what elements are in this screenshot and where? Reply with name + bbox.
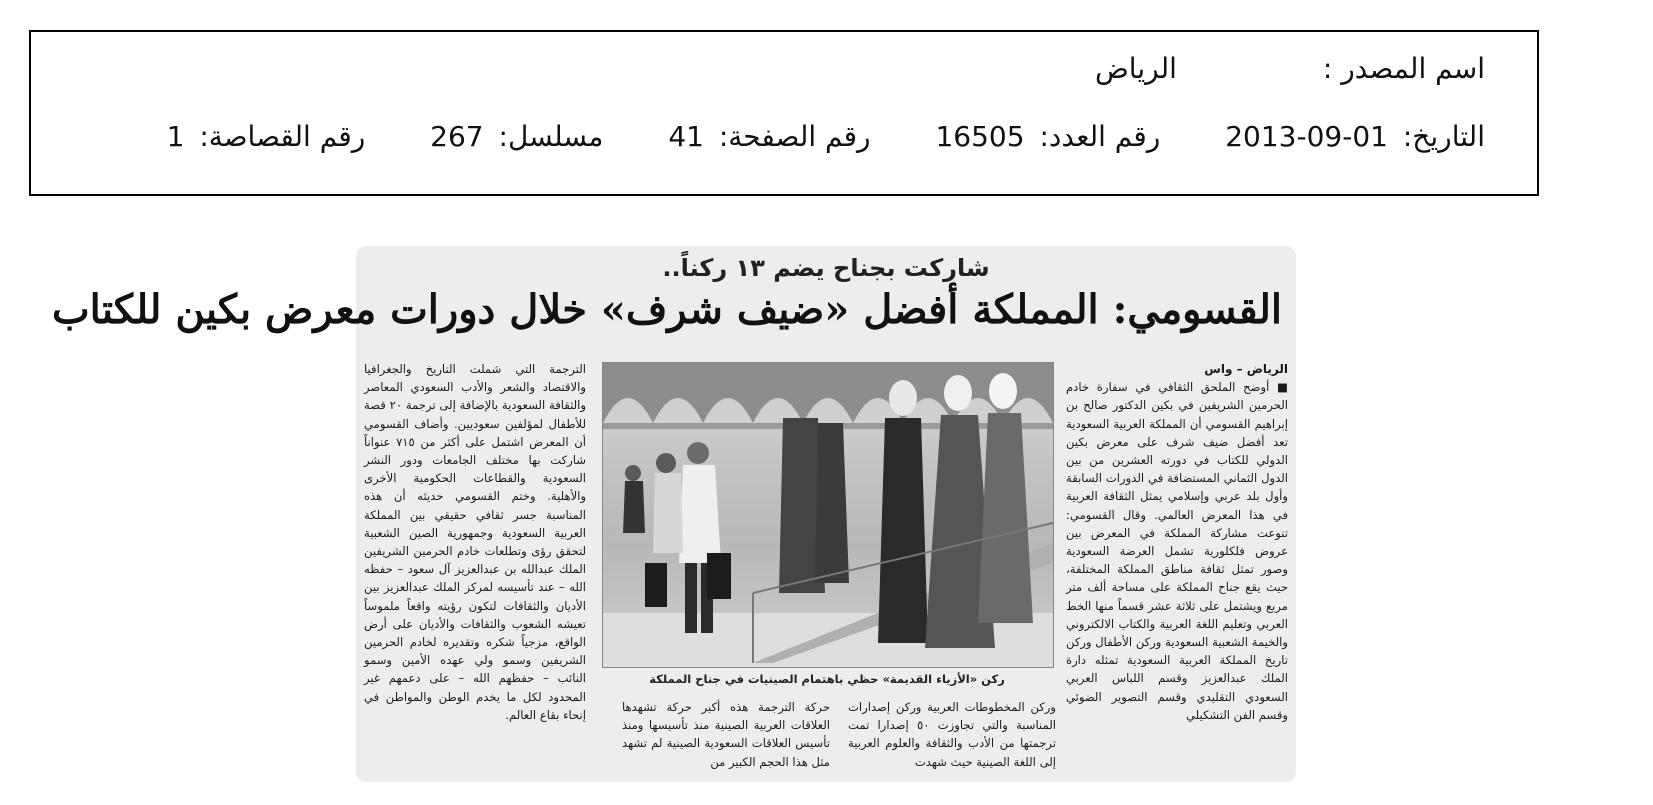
issue-label: رقم العدد: — [1039, 120, 1161, 153]
issue-value: 16505 — [935, 120, 1025, 153]
serial-label: مسلسل: — [498, 120, 604, 153]
article-column-bottom-2: حركة الترجمة هذه أكبر حركة تشهدها العلاقات العربية الصينية منذ تأسيسها ومنذ تأسيس العلاقات السعودية الصينية لم تشهد مثل هذا الحجم الكبير من — [622, 700, 830, 769]
article-column-right — [1066, 360, 1288, 780]
article-kicker: شاركت بجناح يضم ١٣ ركناً.. — [662, 254, 990, 282]
article-dateline: الرياض – واس — [1204, 362, 1288, 376]
page-label: رقم الصفحة: — [718, 120, 871, 153]
article-photo — [602, 362, 1054, 668]
article-column-right-text: ■ أوضح الملحق الثقافي في سفارة خادم الحرمين الشريفين في بكين الدكتور صالح بن إبراهيم القسومي أن المملكة العربية السعودية تعد أفضل ضيف شرف على معرض بكين الدولي للكتاب في دورته العشرين من بين الدول الثماني المستضافة في الدورات السابقة وأول بلد عربي وإسلامي يمثل الثقافة العربية في هذا المعرض العالمي. وقال القسومي: تنوعت مشاركة المملكة في المعرض بين عروض فلكلورية تشمل العرضة السعودية وصور تمثل ثقافة مناطق المملكة المختلفة، حيث يقع جناح المملكة على مساحة ألف متر مربع ويشتمل على ثلاثة عشر قسماً منها الخط العربي وتعليم اللغة العربية والكتاب الالكتروني والخيمة الشعبية السعودية وركن الأطفال وركن تاريخ المملكة العربية السعودية تمثله دارة الملك عبدالعزيز وقسم اللباس العربي السعودي التقليدي وقسم التصوير الضوئي وقسم الفن التشكيلي — [1066, 380, 1288, 722]
details-row — [167, 120, 1485, 153]
page-value: 41 — [668, 120, 704, 153]
source-label: اسم المصدر : — [1322, 52, 1485, 85]
source-value: الرياض — [1094, 52, 1177, 85]
photo-caption: ركن «الأزياء القديمة» حظي باهتمام الصينيات في جناح المملكة — [649, 672, 1005, 686]
serial-value: 267 — [430, 120, 484, 153]
clip-value: 1 — [166, 120, 185, 153]
clipping-metadata-box — [29, 30, 1539, 196]
newspaper-clipping — [52, 246, 1296, 782]
article-column-bottom-1: وركن المخطوطات العربية وركن إصدارات المناسبة والتي تجاوزت ٥٠ إصدارا تمت ترجمتها من الأدب والثقافة والعلوم العربية إلى اللغة الصينية حيث شهدت — [848, 700, 1056, 769]
article-headline: القسومي: المملكة أفضل «ضيف شرف» خلال دورات معرض بكين للكتاب — [52, 286, 1282, 333]
photo-exhibition-costumes-image — [603, 363, 1053, 667]
date-value: 2013-09-01 — [1225, 120, 1388, 153]
date-label: التاريخ: — [1402, 120, 1485, 153]
clip-label: رقم القصاصة: — [199, 120, 366, 153]
article-column-left: الترجمة التي شملت التاريخ والجغرافيا والاقتصاد والشعر والأدب السعودي المعاصر والثقافة السعودية بالإضافة إلى ترجمة ٢٠ قصة للأطفال لمؤلفين سعوديين. وأضاف القسومي أن المعرض اشتمل على أكثر من ٧١٥ عنواناً شاركت بها مختلف الجامعات ودور النشر السعودية والقطاعات الحكومية الأخرى والأهلية. وختم القسومي حديثه أن هذه المناسبة جسر ثقافي حقيقي بين المملكة العربية السعودية وجمهورية الصين الشعبية لتحقق رؤى وتطلعات خادم الحرمين الشريفين الملك عبدالله بن عبدالعزيز آل سعود – حفظه الله – عند تأسيسه لمركز الملك عبدالعزيز بين الأديان والثقافات لتكون رؤيته واقعاً ملموساً تعيشه الشعوب والثقافات والأديان على أرض الواقع، مزجياً شكره وتقديره لخادم الحرمين الشريفين وسمو ولي عهده الأمين وسمو النائب – حفظهم الله – على دعمهم غير المحدود لكل ما يخدم الوطن والمواطن في إنحاء بقاع العالم. — [364, 362, 586, 722]
source-row — [1095, 52, 1485, 85]
